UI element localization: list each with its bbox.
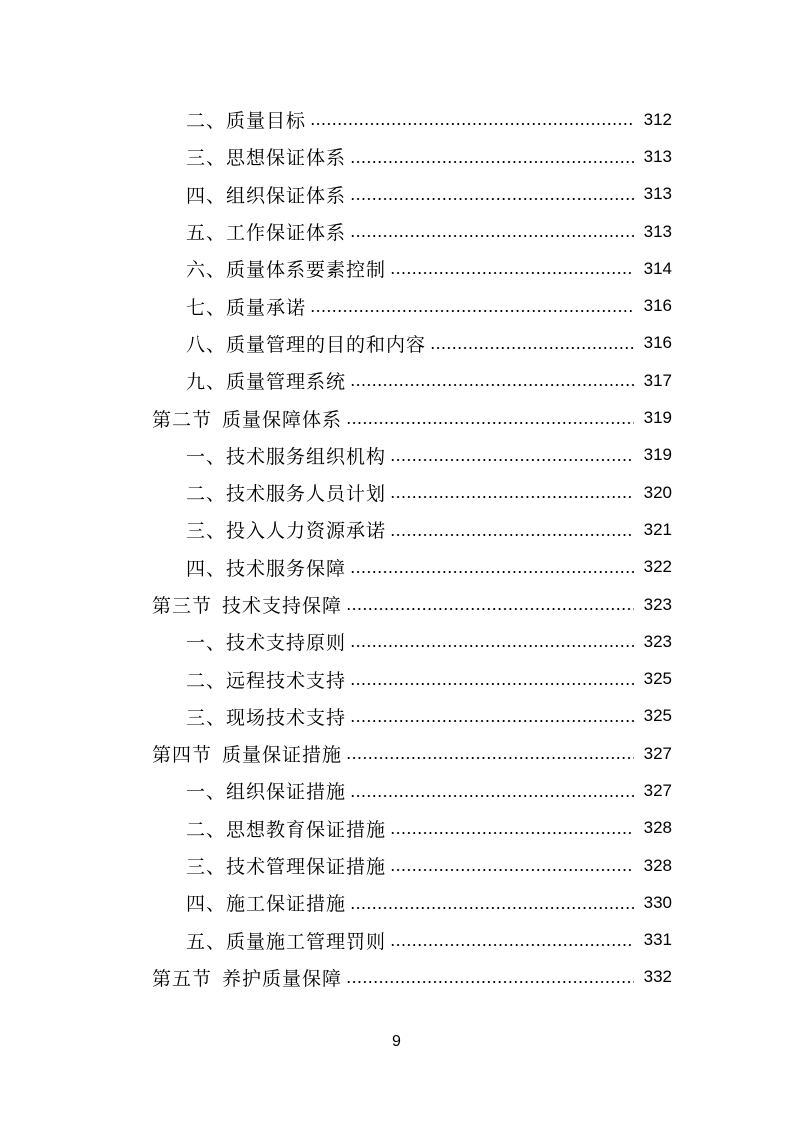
- toc-page-number: 327: [643, 743, 672, 763]
- toc-page-number: 323: [643, 631, 672, 651]
- toc-entry-construction-assurance-measures[interactable]: [0, 884, 793, 921]
- toc-entry-label: 六、质量体系要素控制: [186, 259, 387, 282]
- dot-leader: [350, 384, 634, 386]
- dot-leader: [350, 907, 634, 909]
- dot-leader: [350, 235, 634, 237]
- dot-leader: [390, 496, 634, 498]
- dot-leader: [430, 347, 634, 349]
- toc-entry-label: 二、远程技术支持: [186, 669, 347, 692]
- toc-entry-label: 四、组织保证体系: [186, 184, 347, 207]
- toc-section-number: 第三节: [152, 595, 213, 617]
- dot-leader: [390, 459, 634, 461]
- toc-entry-organization-assurance-system[interactable]: [0, 176, 793, 213]
- toc-entry-tech-management-measures[interactable]: [0, 847, 793, 884]
- dot-leader: [350, 161, 634, 163]
- toc-entry-label: 一、技术支持原则: [186, 632, 347, 655]
- toc-entry-organization-assurance-measures[interactable]: [0, 772, 793, 809]
- toc-page-number: 317: [643, 370, 672, 390]
- toc-entry-tech-service-assurance[interactable]: [0, 549, 793, 586]
- toc-entry-tech-service-organization[interactable]: [0, 437, 793, 474]
- dot-leader: [310, 310, 634, 312]
- toc-entry-quality-management-system[interactable]: [0, 362, 793, 399]
- toc-page-number: 320: [643, 482, 672, 502]
- toc-page-number: 328: [643, 818, 672, 838]
- toc-section-3[interactable]: [0, 586, 793, 623]
- toc-entry-label: 五、工作保证体系: [186, 222, 347, 245]
- toc-section-label: 技术支持保障: [222, 595, 343, 617]
- toc-entry-ideology-assurance-system[interactable]: [0, 138, 793, 175]
- dot-leader: [346, 757, 634, 759]
- dot-leader: [390, 944, 634, 946]
- toc-entry-quality-management-purpose[interactable]: [0, 325, 793, 362]
- dot-leader: [350, 683, 634, 685]
- toc-entry-label: 九、质量管理系统: [186, 371, 347, 394]
- dot-leader: [346, 981, 634, 983]
- toc-entry-label: 七、质量承诺: [186, 296, 307, 319]
- toc-entry-onsite-tech-support[interactable]: [0, 698, 793, 735]
- toc-page-number: 316: [643, 296, 672, 316]
- toc-entry-label: 二、思想教育保证措施: [186, 818, 387, 841]
- toc-page-number: 313: [643, 184, 672, 204]
- toc-entry-label: 三、现场技术支持: [186, 706, 347, 729]
- toc-page-number: 314: [643, 258, 672, 278]
- dot-leader: [310, 123, 634, 125]
- toc-entry-quality-system-elements-control[interactable]: [0, 250, 793, 287]
- toc-page-number: 331: [643, 930, 672, 950]
- toc-entry-label: 三、思想保证体系: [186, 147, 347, 170]
- toc-entry-label: 一、组织保证措施: [186, 781, 347, 804]
- toc-page-number: 325: [643, 669, 672, 689]
- dot-leader: [350, 720, 634, 722]
- toc-entry-tech-service-staffing-plan[interactable]: [0, 474, 793, 511]
- toc-entry-label: 八、质量管理的目的和内容: [186, 333, 427, 356]
- toc-section-2[interactable]: [0, 399, 793, 436]
- toc-section-4[interactable]: [0, 735, 793, 772]
- toc-page-number: 325: [643, 706, 672, 726]
- toc-entry-label: 三、技术管理保证措施: [186, 856, 387, 879]
- toc-page-number: 330: [643, 892, 672, 912]
- dot-leader: [390, 272, 634, 274]
- toc-section-number: 第五节: [152, 967, 213, 990]
- toc-entry-tech-support-principles[interactable]: [0, 623, 793, 660]
- toc-page-number: 313: [643, 221, 672, 241]
- dot-leader: [390, 869, 634, 871]
- toc-section-label: 质量保障体系: [222, 408, 343, 431]
- toc-page-number: 321: [643, 519, 672, 539]
- toc-entry-quality-goal[interactable]: [0, 101, 793, 138]
- toc-page-number: 319: [643, 445, 672, 465]
- toc-page-number: 327: [643, 780, 672, 800]
- toc-entry-human-resources-commitment[interactable]: [0, 511, 793, 548]
- toc-entry-label: 二、技术服务人员计划: [186, 483, 387, 506]
- toc-entry-label: 二、质量目标: [186, 110, 307, 133]
- toc-page-number: 323: [643, 594, 672, 614]
- toc-page-number: 312: [643, 109, 672, 129]
- footer-page-number: 9: [392, 1033, 401, 1050]
- toc-section-label: 质量保证措施: [222, 744, 343, 767]
- toc-page-number: 332: [643, 967, 672, 987]
- toc-section-number: 第二节: [152, 408, 213, 431]
- toc-page-number: 316: [643, 333, 672, 353]
- toc-entry-label: 一、技术服务组织机构: [186, 445, 387, 468]
- toc-entry-label: 五、质量施工管理罚则: [186, 930, 387, 953]
- dot-leader: [346, 608, 634, 610]
- dot-leader: [350, 795, 634, 797]
- toc-page-number: 322: [643, 557, 672, 577]
- dot-leader: [390, 534, 634, 536]
- dot-leader: [350, 198, 634, 200]
- toc-entry-label: 四、技术服务保障: [186, 557, 347, 580]
- toc-entry-work-assurance-system[interactable]: [0, 213, 793, 250]
- toc-page-number: 313: [643, 146, 672, 166]
- toc-section-label: 养护质量保障: [222, 967, 343, 990]
- toc-entry-quality-commitment[interactable]: [0, 287, 793, 324]
- dot-leader: [390, 832, 634, 834]
- toc-entry-label: 四、施工保证措施: [186, 893, 347, 916]
- toc-section-5[interactable]: [0, 959, 793, 996]
- toc-page-number: 328: [643, 855, 672, 875]
- dot-leader: [346, 422, 634, 424]
- dot-leader: [350, 571, 634, 573]
- toc-entry-quality-construction-penalties[interactable]: [0, 922, 793, 959]
- table-of-contents: [0, 101, 793, 996]
- toc-section-number: 第四节: [152, 744, 213, 767]
- toc-entry-remote-tech-support[interactable]: [0, 660, 793, 697]
- dot-leader: [350, 645, 634, 647]
- toc-entry-label: 三、投入人力资源承诺: [186, 520, 387, 543]
- toc-entry-ideology-education-measures[interactable]: [0, 810, 793, 847]
- toc-page-number: 319: [643, 408, 672, 428]
